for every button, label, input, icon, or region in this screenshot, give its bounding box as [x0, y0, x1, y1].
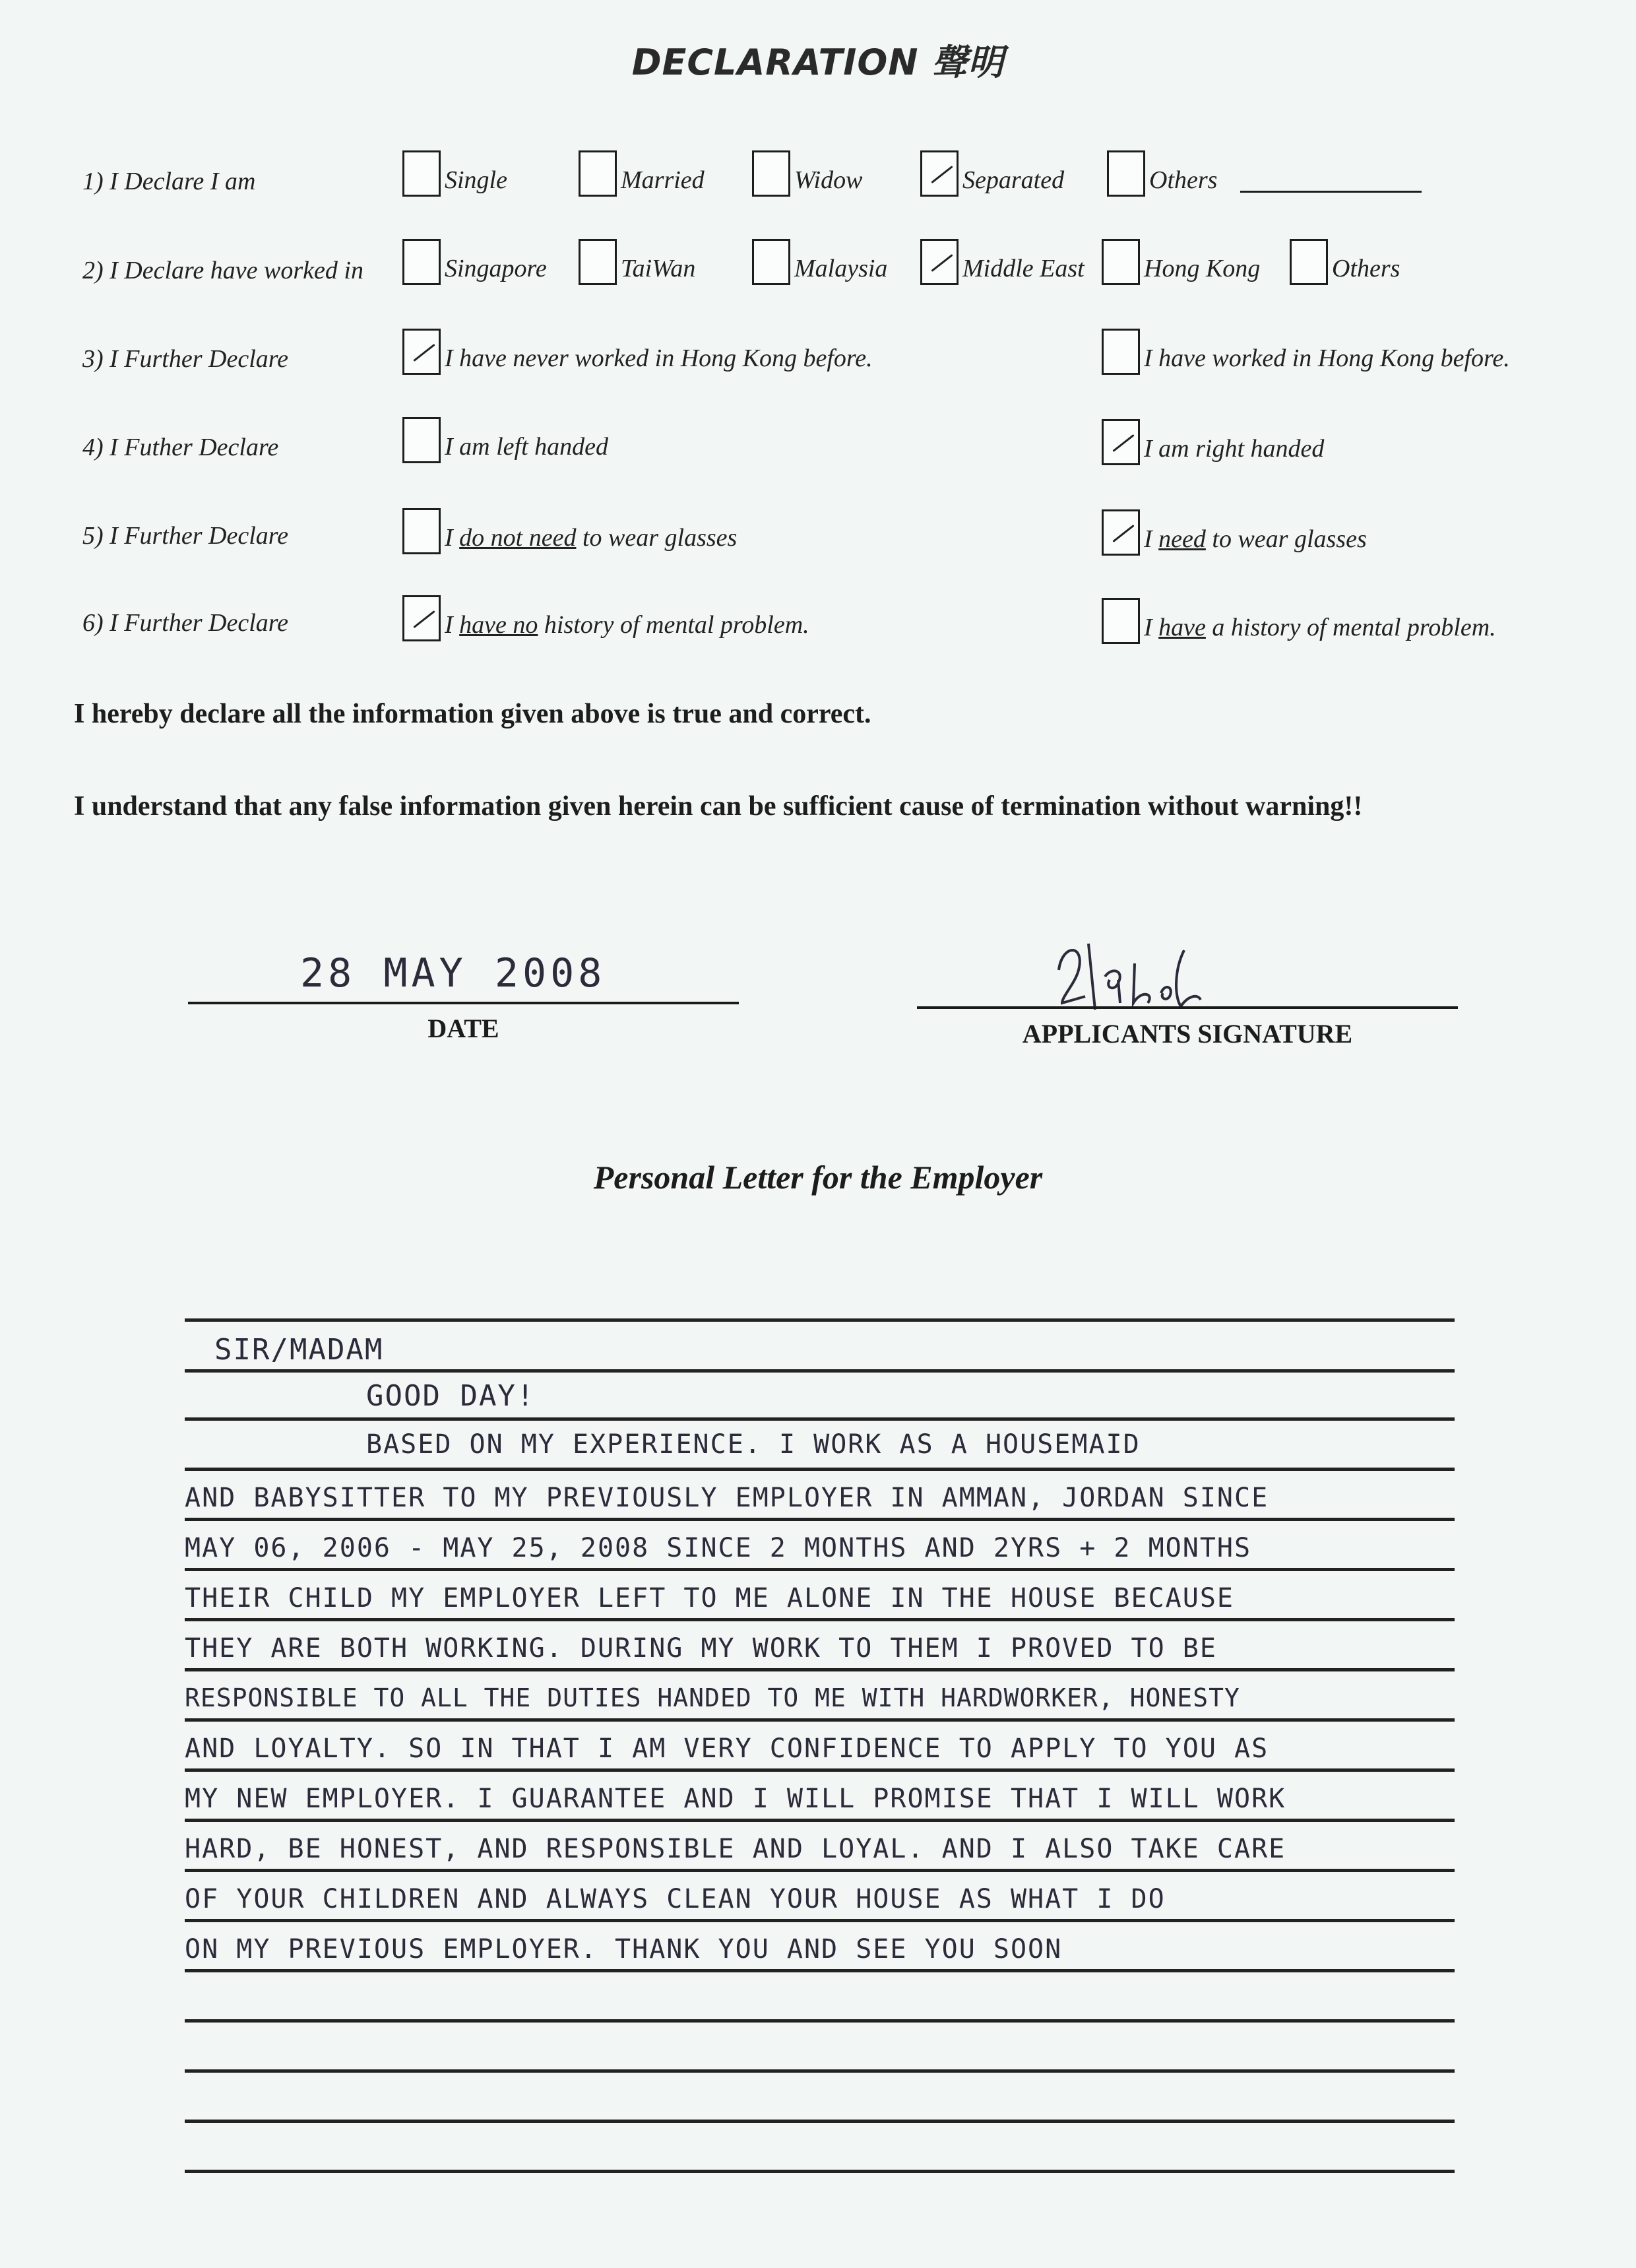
checkbox-never-worked-hk[interactable]: [402, 329, 441, 375]
checkbox-widow[interactable]: [752, 150, 790, 197]
page-title: DECLARATION 聲明: [631, 42, 1005, 83]
option-widow[interactable]: Widow: [752, 150, 862, 197]
checkbox-need-glasses[interactable]: [1102, 509, 1140, 556]
letter-line: RESPONSIBLE TO ALL THE DUTIES HANDED TO ME WITH HARDWORKER, HONESTY: [185, 1683, 1240, 1712]
checkbox-middle-east[interactable]: [920, 239, 959, 285]
option-married[interactable]: Married: [579, 150, 705, 197]
letter-title: Personal Letter for the Employer: [593, 1159, 1043, 1196]
letter-line: THEY ARE BOTH WORKING. DURING MY WORK TO THEM I PROVED TO BE: [185, 1633, 1217, 1664]
check-mark-icon: [413, 344, 435, 362]
declaration-statement-false-info: I understand that any false information given herein can be sufficient cause of termination without warning!!: [74, 791, 1363, 822]
letter-line: HARD, BE HONEST, AND RESPONSIBLE AND LOYAL. AND I ALSO TAKE CARE: [185, 1834, 1286, 1864]
checkbox-taiwan[interactable]: [579, 239, 617, 285]
declaration-statement-true: I hereby declare all the information given above is true and correct.: [74, 699, 871, 729]
letter-rule: [185, 2069, 1455, 2073]
letter-rule: [185, 1468, 1455, 1471]
letter-line: SIR/MADAM: [214, 1333, 384, 1367]
checkbox-others-country[interactable]: [1290, 239, 1328, 285]
letter-line: AND BABYSITTER TO MY PREVIOUSLY EMPLOYER IN AMMAN, JORDAN SINCE: [185, 1483, 1269, 1513]
letter-line: GOOD DAY!: [366, 1379, 536, 1413]
letter-rule: [185, 2019, 1455, 2023]
checkbox-singapore[interactable]: [402, 239, 441, 285]
letter-rule: [185, 2170, 1455, 2173]
checkbox-separated[interactable]: [920, 150, 959, 197]
date-line: [188, 1002, 739, 1004]
letter-line: AND LOYALTY. SO IN THAT I AM VERY CONFIDENCE TO APPLY TO YOU AS: [185, 1733, 1269, 1764]
question-5-label: 5) I Further Declare: [82, 522, 288, 550]
option-no-mental-history[interactable]: I have no history of mental problem.: [402, 595, 809, 641]
letter-rule: [185, 2120, 1455, 2123]
letter-rule: [185, 1668, 1455, 1671]
option-single[interactable]: Single: [402, 150, 507, 197]
question-4-label: 4) I Futher Declare: [82, 434, 279, 461]
letter-rule: [185, 1718, 1455, 1722]
checkbox-single[interactable]: [402, 150, 441, 197]
signature-caption: APPLICANTS SIGNATURE: [1022, 1019, 1353, 1049]
option-need-glasses[interactable]: I need to wear glasses: [1102, 509, 1367, 556]
checkbox-mental-history[interactable]: [1102, 598, 1140, 644]
date-caption: DATE: [427, 1014, 499, 1043]
letter-rule: [185, 1618, 1455, 1621]
option-left-handed[interactable]: I am left handed: [402, 417, 608, 463]
letter-rule: [185, 1869, 1455, 1872]
letter-line: MY NEW EMPLOYER. I GUARANTEE AND I WILL PROMISE THAT I WILL WORK: [185, 1784, 1286, 1814]
letter-line: BASED ON MY EXPERIENCE. I WORK AS A HOUSEMAID: [366, 1429, 1141, 1460]
letter-rule: [185, 1417, 1455, 1421]
check-mark-icon: [1112, 525, 1134, 542]
check-mark-icon: [413, 610, 435, 628]
signature-scribble[interactable]: [1049, 930, 1207, 1016]
letter-line: THEIR CHILD MY EMPLOYER LEFT TO ME ALONE IN THE HOUSE BECAUSE: [185, 1583, 1235, 1613]
letter-line: OF YOUR CHILDREN AND ALWAYS CLEAN YOUR HOUSE AS WHAT I DO: [185, 1884, 1166, 1914]
checkbox-left-handed[interactable]: [402, 417, 441, 463]
option-separated[interactable]: Separated: [920, 150, 1064, 197]
date-value[interactable]: 28 MAY 2008: [300, 950, 606, 996]
option-middle-east[interactable]: Middle East: [920, 239, 1085, 285]
letter-line: ON MY PREVIOUS EMPLOYER. THANK YOU AND SEE YOU SOON: [185, 1934, 1063, 1964]
letter-line: MAY 06, 2006 - MAY 25, 2008 SINCE 2 MONTHS AND 2YRS + 2 MONTHS: [185, 1533, 1252, 1563]
checkbox-no-glasses[interactable]: [402, 508, 441, 554]
letter-rule: [185, 1819, 1455, 1822]
checkbox-worked-hk[interactable]: [1102, 329, 1140, 375]
signature-line: [917, 1006, 1458, 1009]
checkbox-others-status[interactable]: [1107, 150, 1145, 197]
checkbox-married[interactable]: [579, 150, 617, 197]
others-blank-line[interactable]: [1240, 191, 1422, 193]
letter-rule: [185, 1568, 1455, 1571]
question-2-label: 2) I Declare have worked in: [82, 257, 363, 284]
option-singapore[interactable]: Singapore: [402, 239, 547, 285]
option-mental-history[interactable]: I have a history of mental problem.: [1102, 598, 1496, 644]
option-never-worked-hk[interactable]: I have never worked in Hong Kong before.: [402, 329, 873, 375]
question-6-label: 6) I Further Declare: [82, 609, 288, 637]
checkbox-right-handed[interactable]: [1102, 419, 1140, 465]
letter-rule: [185, 1768, 1455, 1772]
letter-rule: [185, 1919, 1455, 1922]
option-others-status[interactable]: Others: [1107, 150, 1217, 197]
checkbox-no-mental-history[interactable]: [402, 595, 441, 641]
letter-rule: [185, 1518, 1455, 1521]
option-right-handed[interactable]: I am right handed: [1102, 419, 1324, 465]
letter-rule: [185, 1969, 1455, 1972]
option-malaysia[interactable]: Malaysia: [752, 239, 887, 285]
option-taiwan[interactable]: TaiWan: [579, 239, 695, 285]
checkbox-malaysia[interactable]: [752, 239, 790, 285]
letter-rule: [185, 1318, 1455, 1322]
option-hong-kong[interactable]: Hong Kong: [1102, 239, 1260, 285]
question-1-label: 1) I Declare I am: [82, 168, 256, 195]
check-mark-icon: [1112, 434, 1134, 452]
check-mark-icon: [931, 166, 953, 183]
question-3-label: 3) I Further Declare: [82, 345, 288, 373]
option-others-country[interactable]: Others: [1290, 239, 1400, 285]
option-worked-hk[interactable]: I have worked in Hong Kong before.: [1102, 329, 1510, 375]
letter-rule: [185, 1369, 1455, 1373]
option-no-glasses[interactable]: I do not need to wear glasses: [402, 508, 737, 554]
check-mark-icon: [931, 254, 953, 272]
checkbox-hong-kong[interactable]: [1102, 239, 1140, 285]
